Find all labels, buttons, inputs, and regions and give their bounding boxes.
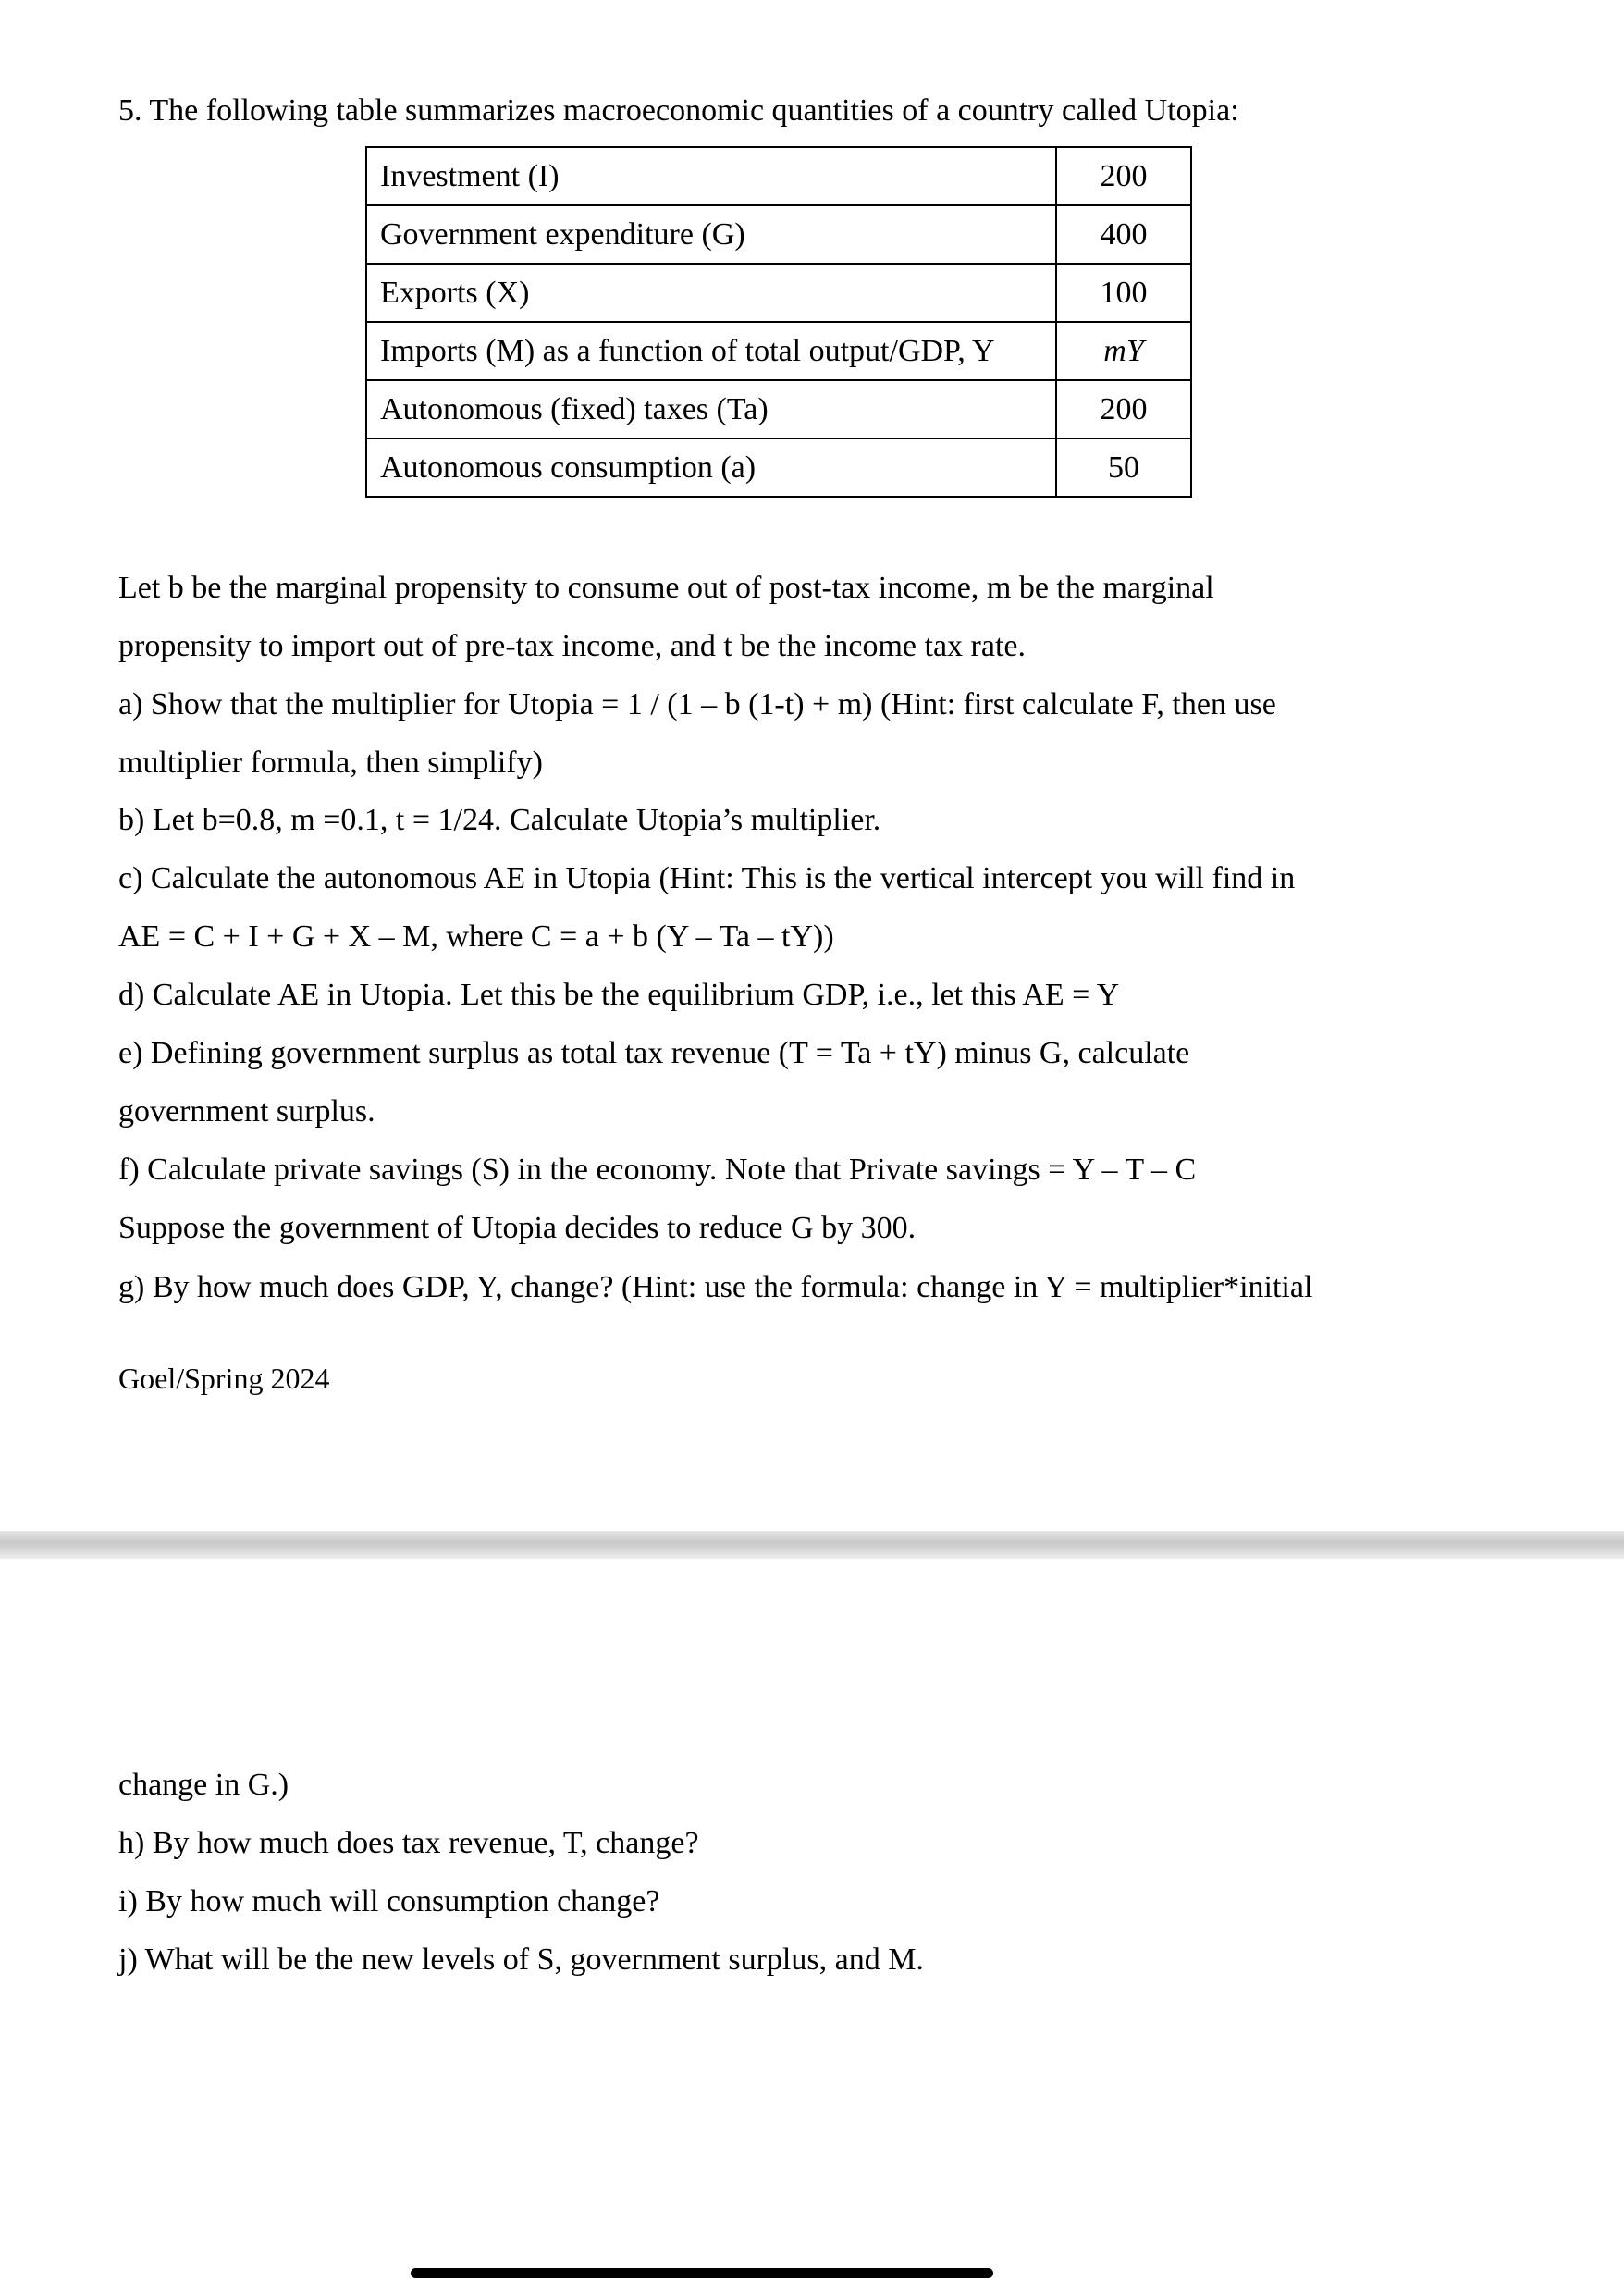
intro-line-2: propensity to import out of pre-tax income, and t be the income tax rate.: [118, 629, 1026, 663]
table-cell-value: 200: [1056, 147, 1191, 205]
table-row: [366, 264, 1191, 322]
suppose-line: Suppose the government of Utopia decides to reduce G by 300.: [118, 1211, 917, 1245]
table-cell-label: Government expenditure (G): [366, 205, 1056, 264]
part-e-line-2: government surplus.: [118, 1094, 375, 1128]
intro-line-1: Let b be the marginal propensity to consume out of post-tax income, m be the marginal: [118, 571, 1214, 605]
quantities-table: [365, 146, 1192, 498]
part-g-line-2: change in G.): [118, 1768, 289, 1802]
table-cell-label: Imports (M) as a function of total output/GDP, Y: [366, 322, 1056, 380]
table-row: [366, 438, 1191, 497]
part-j: j) What will be the new levels of S, government surplus, and M.: [118, 1942, 924, 1977]
table-cell-value: 50: [1056, 438, 1191, 497]
table-cell-value: 200: [1056, 380, 1191, 438]
question-title: 5. The following table summarizes macroeconomic quantities of a country called Utopia:: [118, 93, 1239, 128]
table-row: [366, 322, 1191, 380]
table-cell-label: Investment (I): [366, 147, 1056, 205]
part-f: f) Calculate private savings (S) in the economy. Note that Private savings = Y – T – C: [118, 1153, 1197, 1187]
part-e-line-1: e) Defining government surplus as total tax revenue (T = Ta + tY) minus G, calculate: [118, 1036, 1190, 1070]
part-a-line-2: multiplier formula, then simplify): [118, 746, 543, 780]
page-footer: Goel/Spring 2024: [118, 1362, 330, 1395]
table-cell-value: 100: [1056, 264, 1191, 322]
part-b: b) Let b=0.8, m =0.1, t = 1/24. Calculate Utopia’s multiplier.: [118, 803, 881, 837]
part-i: i) By how much will consumption change?: [118, 1884, 660, 1918]
part-h: h) By how much does tax revenue, T, change?: [118, 1826, 699, 1860]
table-cell-label: Autonomous (fixed) taxes (Ta): [366, 380, 1056, 438]
table-cell-label: Autonomous consumption (a): [366, 438, 1056, 497]
table-cell-value: 400: [1056, 205, 1191, 264]
home-indicator[interactable]: [411, 2268, 993, 2278]
part-c-line-2: AE = C + I + G + X – M, where C = a + b (Y – Ta – tY)): [118, 919, 834, 954]
part-c-line-1: c) Calculate the autonomous AE in Utopia (Hint: This is the vertical intercept you will find in: [118, 861, 1296, 895]
table-row: [366, 205, 1191, 264]
part-d: d) Calculate AE in Utopia. Let this be the equilibrium GDP, i.e., let this AE = Y: [118, 978, 1120, 1012]
table-cell-label: Exports (X): [366, 264, 1056, 322]
page-divider: [0, 1531, 1624, 1559]
table-row: [366, 380, 1191, 438]
part-a-line-1: a) Show that the multiplier for Utopia = 1 / (1 – b (1-t) + m) (Hint: first calculate F, then use: [118, 687, 1276, 722]
table-cell-value: mY: [1056, 322, 1191, 380]
part-g-line-1: g) By how much does GDP, Y, change? (Hint: use the formula: change in Y = multiplier*initial: [118, 1270, 1313, 1304]
table-row: [366, 147, 1191, 205]
